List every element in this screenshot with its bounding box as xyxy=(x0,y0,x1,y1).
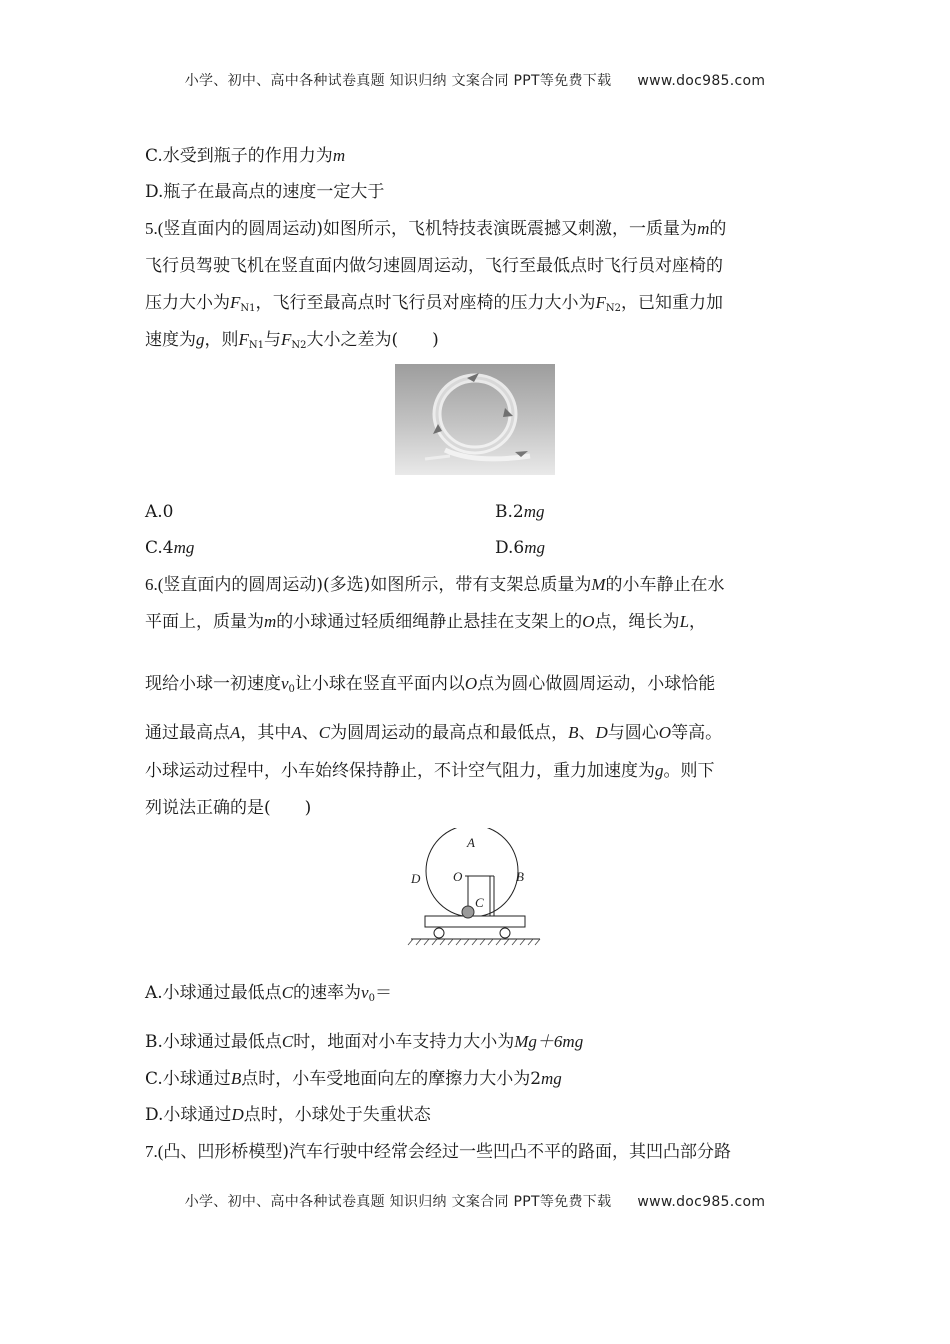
wheel-left xyxy=(434,928,444,938)
q6-line-6: 列说法正确的是( ) xyxy=(145,798,312,818)
q5-option-d[interactable]: D.6mg xyxy=(495,538,546,558)
q5-line-3: 压力大小为$F_{N1}$，飞行至最高点时飞行员对座椅的压力大小为$F_{N2}$，已知重力加 xyxy=(145,293,724,314)
label-B: B xyxy=(516,869,524,884)
label-D: D xyxy=(411,871,421,886)
cart-circle-diagram xyxy=(403,828,545,954)
q6-option-c[interactable]: C.小球通过B点时，小车受地面向左的摩擦力大小为2mg xyxy=(145,1069,562,1089)
q7-tag: 凸、凹形桥模型 xyxy=(163,1142,283,1162)
q6-line-5: 小球运动过程中，小车始终保持静止，不计空气阻力，重力加速度为g。则下 xyxy=(145,761,715,781)
header-text: 小学、初中、高中各种试卷真题 知识归纳 文案合同 PPT等免费下载 xyxy=(184,73,612,89)
q6-tag: 竖直面内的圆周运动 xyxy=(163,575,317,595)
q5-option-a[interactable]: A.0 xyxy=(145,502,174,522)
ground-hatch xyxy=(408,939,540,945)
label-A: A xyxy=(467,835,475,850)
q5-line-2: 飞行员驾驶飞机在竖直面内做匀速圆周运动，飞行至最低点时飞行员对座椅的 xyxy=(145,256,723,276)
q5-option-c[interactable]: C.4mg xyxy=(145,538,195,558)
wheel-right xyxy=(500,928,510,938)
q6-line-3: 现给小球一初速度$v_0$让小球在竖直平面内以O点为圆心做圆周运动，小球恰能 xyxy=(145,674,716,695)
q6-line-2: 平面上，质量为m的小球通过轻质细绳静止悬挂在支架上的O点，绳长为L， xyxy=(145,612,707,632)
page-header xyxy=(0,70,950,90)
cart-circle-svg xyxy=(403,828,545,954)
footer-site[interactable]: www.doc985.com xyxy=(637,1194,766,1210)
label-C: C xyxy=(475,895,484,910)
header-site[interactable]: www.doc985.com xyxy=(637,73,766,89)
aerobatic-loop-photo xyxy=(395,364,555,475)
q5-option-b[interactable]: B.2mg xyxy=(495,502,545,522)
page-footer xyxy=(0,1191,950,1211)
q5-tag: 竖直面内的圆周运动 xyxy=(163,219,317,239)
footer-text: 小学、初中、高中各种试卷真题 知识归纳 文案合同 PPT等免费下载 xyxy=(184,1194,612,1210)
q6-option-a[interactable]: A.小球通过最低点C的速率为$v_0=$ xyxy=(145,983,392,1004)
q6-option-d[interactable]: D.小球通过D点时，小球处于失重状态 xyxy=(145,1105,431,1125)
smoke-loop-illustration xyxy=(395,364,555,475)
q6-line-4: 通过最高点A，其中A、C为圆周运动的最高点和最低点，B、D与圆心O等高。 xyxy=(145,723,723,743)
q6-option-b[interactable]: B.小球通过最低点C时，地面对小车支持力大小为Mg＋6mg xyxy=(145,1032,584,1052)
ball xyxy=(462,906,474,918)
q5-line-4: 速度为g，则$F_{N1}$与$F_{N2}$大小之差为( ) xyxy=(145,330,439,351)
q6-line-1: 6.(竖直面内的圆周运动)(多选)如图所示，带有支架总质量为M的小车静止在水 xyxy=(145,575,725,595)
q4-option-c: C.水受到瓶子的作用力为m xyxy=(145,146,346,166)
q7-line-1: 7.(凸、凹形桥模型)汽车行驶中经常会经过一些凹凸不平的路面，其凹凸部分路 xyxy=(145,1142,732,1162)
q5-line-1: 5.(竖直面内的圆周运动)如图所示，飞机特技表演既震撼又刺激，一质量为m的 xyxy=(145,219,727,239)
label-O: O xyxy=(453,869,463,884)
q4-option-d: D.瓶子在最高点的速度一定大于 xyxy=(145,182,385,202)
cart-body xyxy=(425,916,525,927)
